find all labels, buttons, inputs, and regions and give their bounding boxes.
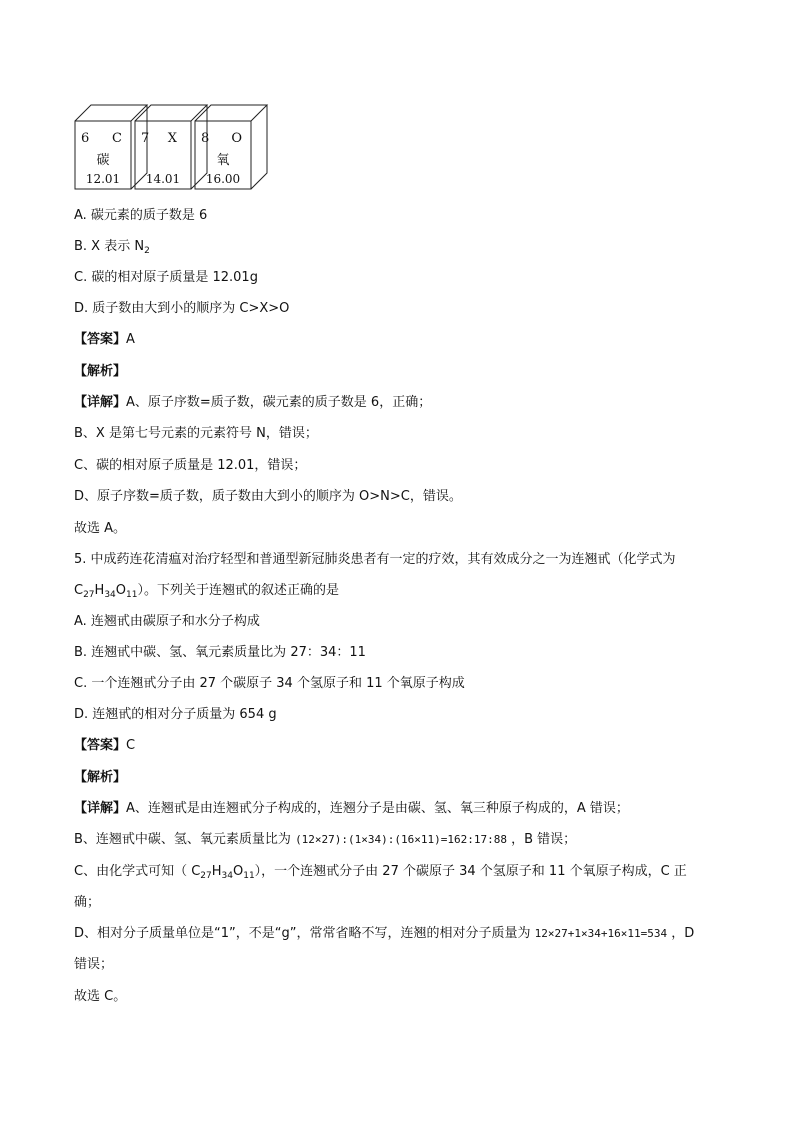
q4-choose: 故选 A。 [74,521,127,536]
q4-detail-d: D、原子序数=质子数，质子数由大到小的顺序为 O>N>C，错误。 [74,489,462,504]
detail-text: ），一个连翘甙分子由 27 个碳原子 34 个氢原子和 11 个氧原子构成，C 正 [254,864,687,879]
subscript: 11 [126,590,138,600]
tile-symbol: O [231,131,242,146]
detail-tag: 【详解】 [74,395,127,410]
q4-option-c: C. 碳的相对原子质量是 12.01g [74,270,258,285]
tile-mass: 14.01 [145,172,181,186]
formula-c: C [74,583,84,598]
q4-option-b [74,239,150,259]
tile-number: 7 [141,131,150,146]
mass-ratio-formula: (12×27):(1×34):(16×11)=162:17:88 [295,833,507,846]
q4-answer [74,332,135,348]
detail-text: B、连翘甙中碳、氢、氧元素质量比为 [74,832,296,847]
tile-carbon [75,121,131,189]
tile-x [135,121,191,189]
tile-oxygen [195,121,251,189]
tile-name: 碳 [96,153,110,168]
tile-name: 氧 [216,153,230,168]
q4-option-d: D. 质子数由大到小的顺序为 C>X>O [74,301,290,316]
tile-mass: 12.01 [85,172,121,186]
answer-tag: 【答案】 [74,332,127,347]
detail-text: D、相对分子质量单位是“1”，不是“g”，常常省略不写，连翘的相对分子质量为 [74,926,535,941]
detail-text: A、原子序数=质子数，碳元素的质子数是 6，正确； [126,395,432,410]
q4-detail-c: C、碳的相对原子质量是 12.01，错误； [74,458,307,473]
subscript: 34 [221,871,233,881]
q5-stem-line2 [74,583,339,603]
subscript: 34 [104,590,116,600]
detail-text: A、连翘甙是由连翘甙分子构成的，连翘分子是由碳、氢、氧三种原子构成的，A 错误； [126,801,629,816]
q5-option-c: C. 一个连翘甙分子由 27 个碳原子 34 个氢原子和 11 个氧原子构成 [74,676,465,691]
detail-text: ，B 错误； [506,832,577,847]
subscript: 11 [243,871,255,881]
q5-detail-b [74,832,576,848]
formula-o: O [232,864,244,879]
tile-symbol: C [112,131,122,146]
tile-number: 8 [201,131,210,146]
molecular-mass-formula: 12×27+1×34+16×11=534 [534,927,668,940]
q5-detail-d [74,926,694,942]
q5-detail-a [74,801,629,817]
tile-symbol: X [167,131,177,146]
detail-text: C、由化学式可知（ C [74,864,201,879]
tile-mass: 16.00 [205,172,241,186]
subscript: 27 [83,590,95,600]
q5-answer [74,738,135,754]
formula-h: H [94,583,105,598]
q5-option-d: D. 连翘甙的相对分子质量为 654 g [74,707,277,722]
formula-o: O [115,583,126,598]
q5-detail-d-cont: 错误； [74,957,114,972]
detail-tag: 【详解】 [74,801,127,816]
q4-option-a: A. 碳元素的质子数是 6 [74,208,208,223]
q4-option-b-text: B. X 表示 N [74,239,145,254]
subscript: 27 [200,871,212,881]
q5-stem-line1: 5. 中成药连花清瘟对治疗轻型和普通型新冠肺炎患者有一定的疗效，其有效成分之一为连翘甙（化学式为 [74,552,676,567]
q4-detail-a [74,395,431,411]
stem-text: ）。下列关于连翘甙的叙述正确的是 [137,583,339,598]
detail-text: ，D [667,926,695,941]
subscript: 2 [144,246,150,256]
q4-analysis-tag: 【解析】 [74,364,127,379]
q5-detail-c [74,864,687,884]
tile-number: 6 [81,131,90,146]
q5-analysis-tag: 【解析】 [74,770,127,785]
answer-value: C [126,738,136,753]
answer-tag: 【答案】 [74,738,127,753]
q5-option-b: B. 连翘甙中碳、氢、氧元素质量比为 27：34：11 [74,645,366,660]
q5-choose: 故选 C。 [74,989,127,1004]
q4-detail-b: B、X 是第七号元素的元素符号 N，错误； [74,426,318,441]
q5-option-a: A. 连翘甙由碳原子和水分子构成 [74,614,260,629]
q5-detail-c-cont: 确； [74,895,101,910]
element-tiles-figure [73,103,273,191]
answer-value: A [126,332,135,347]
formula-h: H [211,864,222,879]
